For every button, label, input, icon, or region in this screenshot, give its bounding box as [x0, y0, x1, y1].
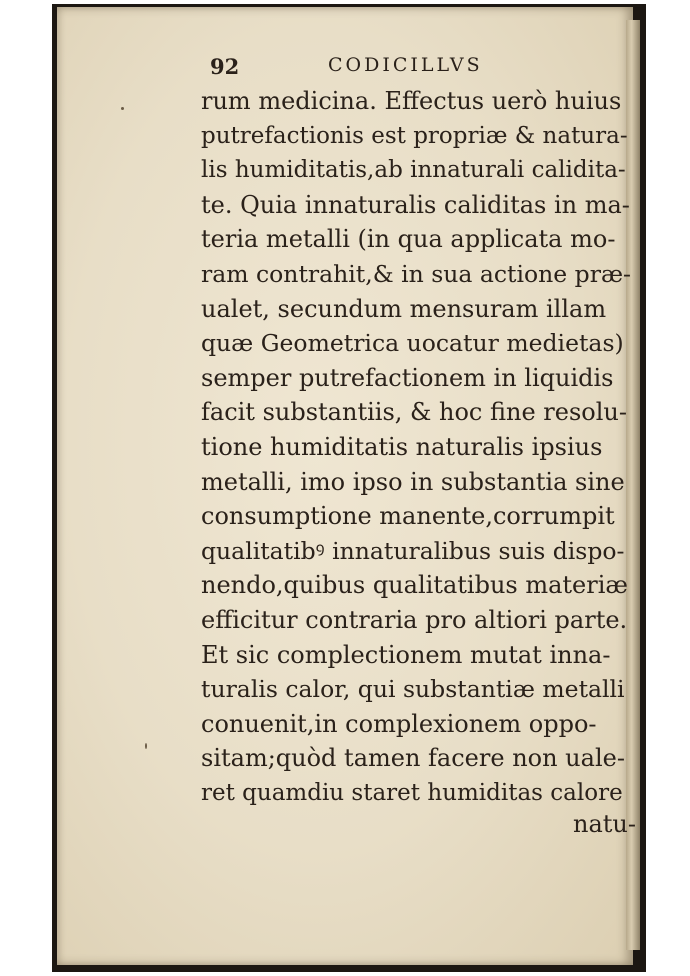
page-header — [210, 52, 630, 82]
text-line: ret quamdiu staret humiditas calore — [201, 779, 623, 806]
text-line: teria metalli (in qua applicata mo- — [201, 225, 616, 254]
text-line: quæ Geometrica uocatur medietas) — [201, 329, 624, 358]
text-line: nendo,quibus qualitatibus materiæ — [201, 571, 628, 600]
text-line: efficitur contraria pro altiori parte. — [201, 605, 628, 634]
page-number: 92 — [210, 54, 240, 79]
text-line: consumptione manente,corrumpit — [201, 502, 615, 531]
body-text — [201, 84, 631, 810]
paper-speck — [121, 107, 124, 110]
text-line: qualitatibꝰ innaturalibus suis dispo- — [201, 536, 625, 565]
text-line: ram contrahit,& in sua actione præ- — [201, 259, 631, 288]
text-line: te. Quia innaturalis caliditas in ma- — [201, 190, 630, 219]
paper-speck — [145, 743, 147, 749]
text-line: turalis calor, qui substantiæ metalli — [201, 675, 625, 704]
text-line: Et sic complectionem mutat inna- — [201, 640, 611, 669]
text-line: semper putrefactionem in liquidis — [201, 363, 614, 392]
text-line: putrefactionis est propriæ & natura- — [201, 122, 628, 149]
text-line: sitam;quòd tamen facere non uale- — [201, 744, 625, 773]
text-line: tione humiditatis naturalis ipsius — [201, 432, 603, 461]
text-line: lis humiditatis,ab innaturali calidita- — [201, 157, 626, 184]
text-line: facit substantiis, & hoc fine resolu- — [201, 398, 627, 427]
text-line: ualet, secundum mensuram illam — [201, 294, 607, 323]
text-line: metalli, imo ipso in substantia sine — [201, 467, 625, 496]
text-line: conuenit,in complexionem oppo- — [201, 709, 597, 738]
text-line: rum medicina. Effectus uerò huius — [201, 87, 622, 115]
running-head: CODICILLVS — [328, 54, 483, 76]
catchword: natu- — [573, 810, 636, 838]
